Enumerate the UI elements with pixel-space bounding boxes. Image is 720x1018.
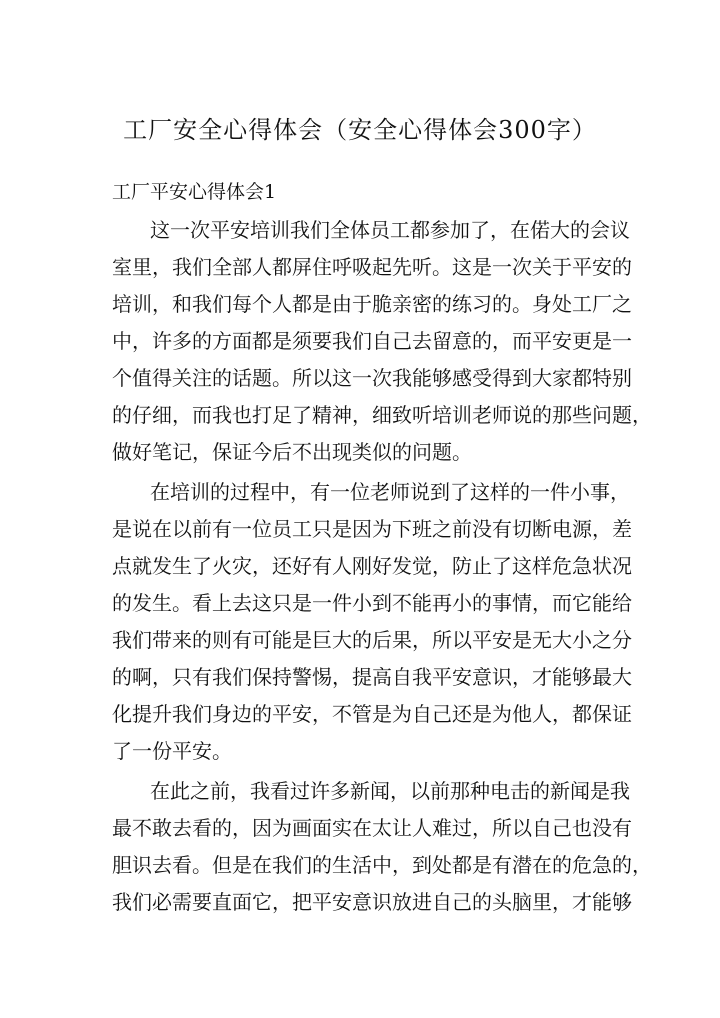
paragraph-line: 化提升我们身边的平安，不管是为自己还是为他人，都保证 <box>112 702 632 726</box>
paragraph-line: 我们带来的则有可能是巨大的后果，所以平安是无大小之分 <box>112 628 632 652</box>
paragraph-line: 的仔细，而我也打足了精神，细致听培训老师说的那些问题， <box>112 403 652 427</box>
section-heading: 工厂平安心得体会1 <box>112 181 277 203</box>
paragraph-line: 了一份平安。 <box>112 739 232 763</box>
paragraph-3 <box>112 773 652 921</box>
paragraph-line: 中，许多的方面都是须要我们自己去留意的，而平安更是一 <box>112 329 632 353</box>
paragraph-line: 培训，和我们每个人都是由于脆亲密的练习的。身处工厂之 <box>112 292 632 316</box>
paragraph-1 <box>112 212 652 471</box>
paragraph-line: 的发生。看上去这只是一件小到不能再小的事情，而它能给 <box>112 591 632 615</box>
paragraph-line: 最不敢去看的，因为画面实在太让人难过，所以自己也没有 <box>112 816 632 840</box>
paragraph-line: 点就发生了火灾，还好有人刚好发觉，防止了这样危急状况 <box>112 554 632 578</box>
paragraph-line: 胆识去看。但是在我们的生活中，到处都是有潜在的危急的， <box>112 853 652 877</box>
paragraph-2 <box>112 474 632 770</box>
paragraph-line: 室里，我们全部人都屏住呼吸起先听。这是一次关于平安的 <box>112 255 632 279</box>
paragraph-line: 我们必需要直面它，把平安意识放进自己的头脑里，才能够 <box>112 890 632 914</box>
paragraph-line: 在培训的过程中，有一位老师说到了这样的一件小事， <box>150 480 630 504</box>
paragraph-line: 这一次平安培训我们全体员工都参加了，在偌大的会议 <box>150 218 630 242</box>
paragraph-line: 是说在以前有一位员工只是因为下班之前没有切断电源，差 <box>112 517 632 541</box>
paragraph-line: 个值得关注的话题。所以这一次我能够感受得到大家都特别 <box>112 366 632 390</box>
document-title: 工厂安全心得体会（安全心得体会300字） <box>123 116 597 144</box>
paragraph-line: 的啊，只有我们保持警惕，提高自我平安意识，才能够最大 <box>112 665 632 689</box>
paragraph-line: 做好笔记，保证今后不出现类似的问题。 <box>112 440 472 464</box>
paragraph-line: 在此之前，我看过许多新闻，以前那种电击的新闻是我 <box>150 779 630 803</box>
